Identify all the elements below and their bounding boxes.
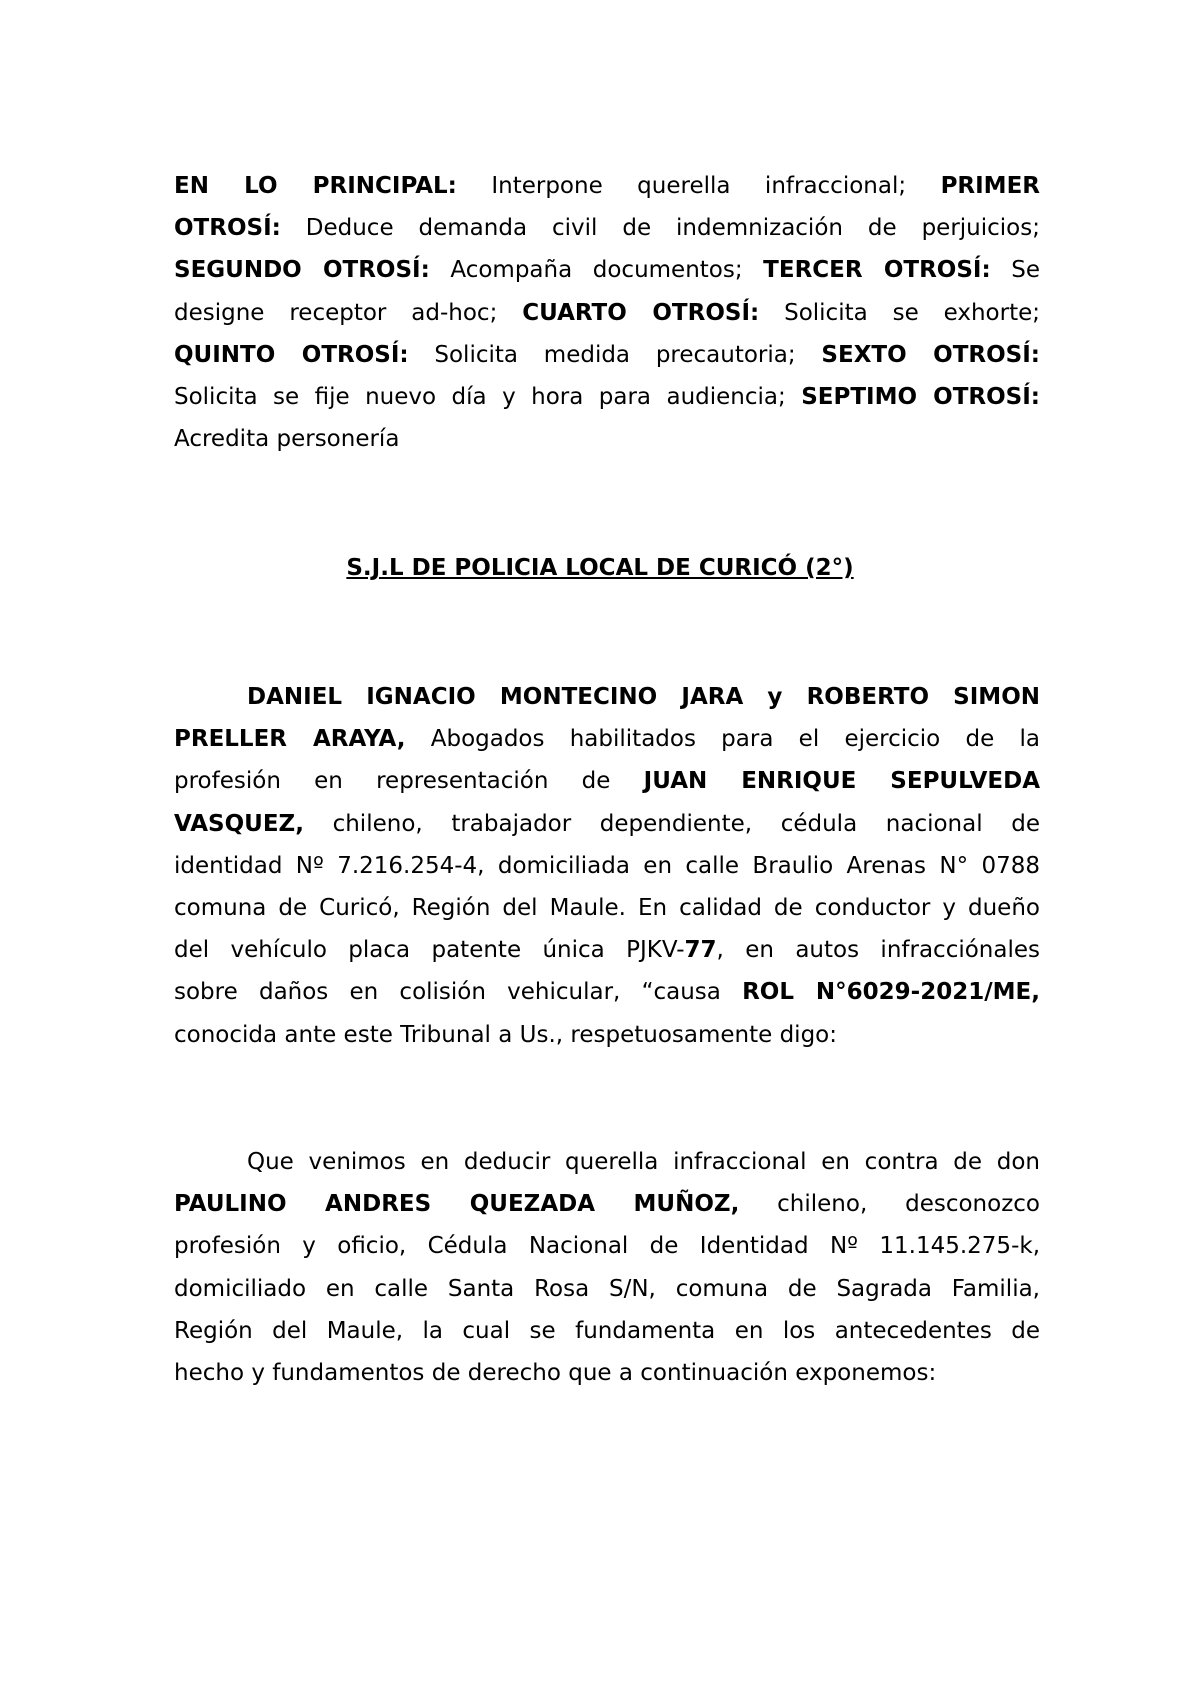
summa-text: Solicita medida precautoria; xyxy=(408,341,822,368)
para1-line-9: conocida ante este Tribunal a Us., respetuosamente digo: xyxy=(174,1021,837,1048)
para-text: chileno, trabajador dependiente, cédula nacional de xyxy=(303,810,1040,837)
summa-label: OTROSÍ: xyxy=(174,215,281,242)
para2-line-4: domiciliado en calle Santa Rosa S/N, comuna de Sagrada Familia, xyxy=(174,1275,1040,1302)
summa-label: SEXTO OTROSÍ: xyxy=(821,341,1040,368)
court-heading: S.J.L DE POLICIA LOCAL DE CURICÓ (2°) xyxy=(346,555,854,581)
summa-line-5 xyxy=(174,334,1040,376)
summa-line-3 xyxy=(174,249,1040,291)
lawyers-names: DANIEL IGNACIO MONTECINO JARA y ROBERTO SIMON xyxy=(247,684,1040,710)
plate-number: 77 xyxy=(684,937,717,964)
para-text: del vehículo placa patente única PJKV- xyxy=(174,937,685,964)
summa-text: Solicita se fije nuevo día y hora para audiencia; xyxy=(174,384,802,411)
para1-line-3 xyxy=(174,760,1040,802)
summa-text: designe receptor ad-hoc; xyxy=(174,299,523,326)
para-text: , en autos infracciónales xyxy=(716,937,1040,964)
para-text: sobre daños en colisión vehicular, “causa xyxy=(174,979,743,1006)
para1-line-8 xyxy=(174,971,1040,1013)
client-name: JUAN ENRIQUE SEPULVEDA xyxy=(643,768,1041,795)
para2-line-2 xyxy=(174,1183,1040,1225)
para1-line-5: identidad Nº 7.216.254-4, domiciliada en calle Braulio Arenas N° 0788 xyxy=(174,852,1040,879)
para1-line-2 xyxy=(174,718,1040,760)
para2-line-5: Región del Maule, la cual se fundamenta en los antecedentes de xyxy=(174,1317,1040,1344)
summa-line-6 xyxy=(174,376,1040,418)
complaint-paragraph xyxy=(174,1141,1040,1394)
para1-line-7 xyxy=(174,929,1040,971)
para1-line-4 xyxy=(174,803,1040,845)
para2-line-6: hecho y fundamentos de derecho que a continuación exponemos: xyxy=(174,1360,937,1387)
summa-line-1 xyxy=(174,165,1040,207)
summa-text: Acompaña documentos; xyxy=(429,257,764,284)
appearance-paragraph xyxy=(174,676,1040,1056)
para2-line-3: profesión y oficio, Cédula Nacional de Identidad Nº 11.145.275-k, xyxy=(174,1233,1040,1260)
client-name: VASQUEZ, xyxy=(174,810,304,837)
summa-line-4 xyxy=(174,292,1040,334)
summa-line-7: Acredita personería xyxy=(174,426,400,453)
summa-line-2 xyxy=(174,207,1040,249)
para2-line-1: Que venimos en deducir querella infraccional en contra de don xyxy=(247,1149,1040,1175)
summa-label: SEPTIMO OTROSÍ: xyxy=(801,384,1040,411)
para1-line-6: comuna de Curicó, Región del Maule. En calidad de conductor y dueño xyxy=(174,895,1040,922)
summa-principal-label: EN LO PRINCIPAL: xyxy=(174,173,457,199)
summa-label: CUARTO OTROSÍ: xyxy=(522,299,760,326)
summa-text: Solicita se exhorte; xyxy=(759,299,1040,326)
summa-label: QUINTO OTROSÍ: xyxy=(174,341,409,368)
summa-text: Deduce demanda civil de indemnización de perjuicios; xyxy=(280,215,1040,242)
summa-label: SEGUNDO OTROSÍ: xyxy=(174,257,430,284)
lawyers-names: PRELLER ARAYA, xyxy=(174,726,406,753)
para-text: Abogados habilitados para el ejercicio de la xyxy=(405,726,1040,753)
summa-label: PRIMER xyxy=(940,173,1040,199)
summa-text: Interpone querella infraccional; xyxy=(456,173,941,199)
case-rol: ROL N°6029-2021/ME, xyxy=(742,979,1040,1006)
summa-text: Se xyxy=(990,257,1040,284)
para-text: profesión en representación de xyxy=(174,768,644,795)
defendant-name: PAULINO ANDRES QUEZADA MUÑOZ, xyxy=(174,1191,740,1218)
summa-label: TERCER OTROSÍ: xyxy=(763,257,991,284)
summa-block xyxy=(174,165,1040,460)
para-text: chileno, desconozco xyxy=(739,1191,1040,1218)
para1-line-1 xyxy=(174,676,1040,718)
